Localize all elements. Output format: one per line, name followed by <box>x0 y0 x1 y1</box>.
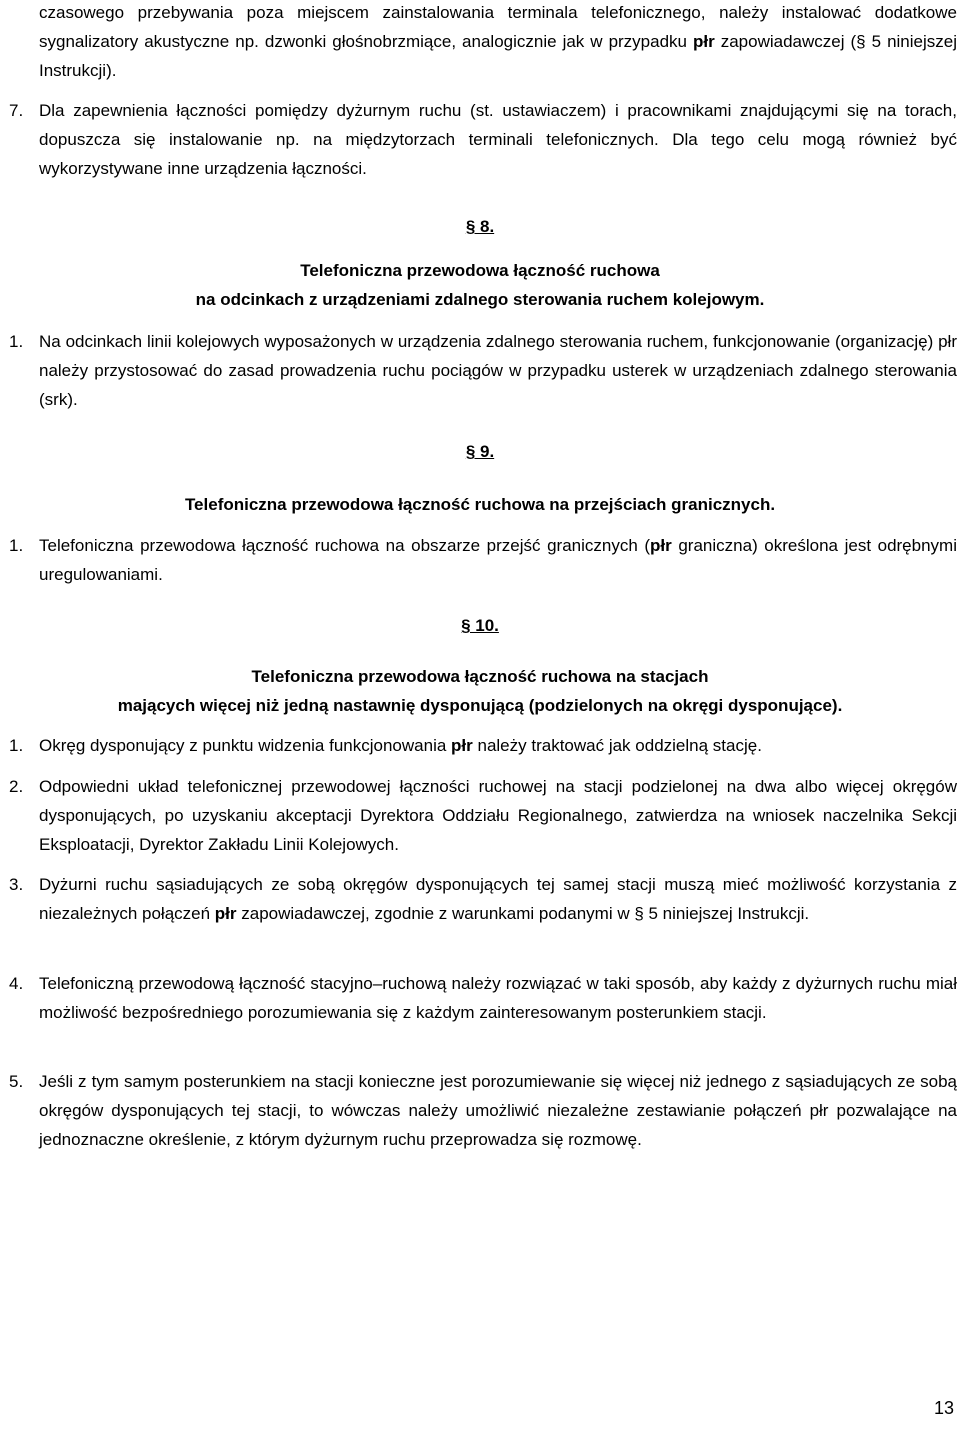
section-10-number: § 10. <box>461 616 499 635</box>
section-10-item-2-text: Odpowiedni układ telefonicznej przewodowej łączności ruchowej na stacji podzielonej na dwa albo więcej okręgów dysponujących, po uzyskaniu akceptacji Dyrektora Oddziału Regionalnego, zatwierdza na wniosek naczelnika Sekcji Eksploatacji, Dyrektor Zakładu Linii Kolejowych. <box>39 777 957 854</box>
section-10-item-4-number: 4. <box>9 974 24 993</box>
section-8-item-1-text: Na odcinkach linii kolejowych wyposażonych w urządzenia zdalnego sterowania ruchem, funkcjonowanie (organizację) płr należy przystosować do zasad prowadzenia ruchu pociągów w przypadku usterek w urządzeniach zdalnego sterowania (srk). <box>39 332 957 409</box>
section-10-item-4-text: Telefoniczną przewodową łączność stacyjno–ruchową należy rozwiązać w taki sposób, aby każdy z dyżurnych ruchu miał możliwość bezpośredniego porozumiewania się z każdym zainteresowanym posterunkiem stacji. <box>39 974 957 1022</box>
section-9-item-1 <box>9 531 957 589</box>
section-8-title-line1: Telefoniczna przewodowa łączność ruchowa <box>300 261 660 280</box>
intro-text-1: czasowego przebywania poza miejscem zainstalowania terminala telefonicznego, należy instalować dodatkowe sygnalizatory akustyczne np. dzwonki głośnobrzmiące, analogicznie jak w przypadku <box>39 3 957 51</box>
section-10-item-5-text: Jeśli z tym samym posterunkiem na stacji konieczne jest porozumiewanie się więcej niż jednego z sąsiadujących ze sobą okręgów dysponujących tej stacji, to wówczas należy umożliwić niezależne zestawianie połączeń płr pozwalające na jednoznaczne określenie, z którym dyżurnym ruchu przeprowadza się rozmowę. <box>39 1072 957 1149</box>
section-8-item-1 <box>9 327 957 414</box>
section-10-item-3-number: 3. <box>9 875 24 894</box>
section-8-number: § 8. <box>465 217 495 236</box>
section-10-item-3 <box>9 870 957 928</box>
page-number: 13 <box>933 1398 954 1418</box>
section-8-item-1-number: 1. <box>9 332 24 351</box>
section-9-item-1-text: Telefoniczna przewodowa łączność ruchowa na obszarze przejść granicznych (płr graniczna) określona jest odrębnymi uregulowaniami. <box>39 536 957 584</box>
section-10-item-5 <box>9 1067 957 1154</box>
section-10-item-1-number: 1. <box>9 736 24 755</box>
section-10-title-line2: mających więcej niż jedną nastawnię dysponującą (podzielonych na okręgi dysponujące). <box>117 696 843 715</box>
section-9-title: Telefoniczna przewodowa łączność ruchowa na przejściach granicznych. <box>184 495 776 514</box>
section-10-item-1 <box>9 731 957 760</box>
section-8-title-line2: na odcinkach z urządzeniami zdalnego sterowania ruchem kolejowym. <box>195 290 765 309</box>
section-10-item-4 <box>9 969 957 1027</box>
intro-paragraph <box>9 0 957 85</box>
section-9-number: § 9. <box>465 442 495 461</box>
section-10-item-2-number: 2. <box>9 777 24 796</box>
section-10-title-line1: Telefoniczna przewodowa łączność ruchowa na stacjach <box>251 667 709 686</box>
point-7-number: 7. <box>9 101 24 120</box>
point-7-text: Dla zapewnienia łączności pomiędzy dyżurnym ruchu (st. ustawiaczem) i pracownikami znajdującymi się na torach, dopuszcza się instalowanie np. na międzytorzach terminali telefonicznych. Dla tego celu mogą również być wykorzystywane inne urządzenia łączności. <box>39 101 957 178</box>
intro-text-2: zapowiadawczej (§ 5 niniejszej Instrukcji). <box>39 32 957 80</box>
point-7 <box>9 96 957 183</box>
section-10-item-5-number: 5. <box>9 1072 24 1091</box>
intro-bold-plr: płr <box>693 32 715 51</box>
section-9-item-1-number: 1. <box>9 536 24 555</box>
section-10-item-2 <box>9 772 957 859</box>
section-10-item-1-text: Okręg dysponujący z punktu widzenia funkcjonowania płr należy traktować jak oddzielną stację. <box>39 736 762 755</box>
section-10-item-3-text: Dyżurni ruchu sąsiadujących ze sobą okręgów dysponujących tej samej stacji muszą mieć możliwość korzystania z niezależnych połączeń płr zapowiadawczej, zgodnie z warunkami podanymi w § 5 niniejszej Instrukcji. <box>39 875 957 923</box>
